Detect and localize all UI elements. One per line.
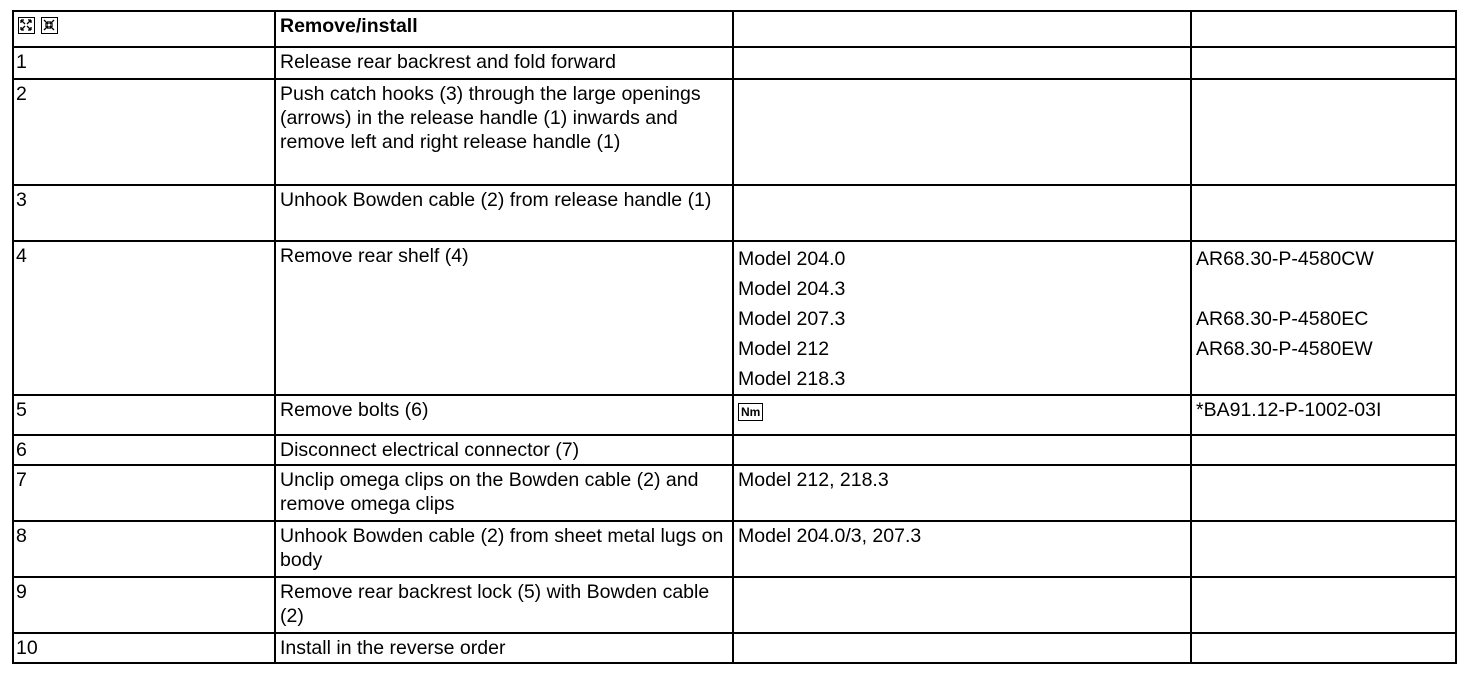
ref-link[interactable]: [1196, 274, 1451, 304]
step-text: Release rear backrest and fold forward: [275, 47, 733, 79]
table-row: [13, 241, 1456, 395]
procedure-table: [12, 10, 1457, 664]
step-number: 2: [13, 79, 275, 185]
header-row: [13, 11, 1456, 47]
expand-icon[interactable]: [18, 17, 35, 34]
step-number: 7: [13, 465, 275, 521]
step-number: 3: [13, 185, 275, 241]
model-item: Model 204.3: [738, 278, 846, 300]
step-ref: [1191, 185, 1456, 241]
torque-icon[interactable]: Nm: [738, 403, 763, 421]
step-text: Remove bolts (6): [275, 395, 733, 435]
step-model: [733, 47, 1191, 79]
collapse-icon[interactable]: [41, 17, 58, 34]
table-row: [13, 185, 1456, 241]
model-item: Model 218.3: [738, 368, 846, 390]
step-number: 10: [13, 633, 275, 663]
table-row: [13, 577, 1456, 633]
ref-link[interactable]: AR68.30-P-4580CW: [1196, 248, 1374, 270]
step-model: [733, 577, 1191, 633]
header-col3: [733, 11, 1191, 47]
ref-link[interactable]: AR68.30-P-4580EC: [1196, 308, 1369, 330]
step-number: 5: [13, 395, 275, 435]
step-text: Unclip omega clips on the Bowden cable (2) and remove omega clips: [275, 465, 733, 521]
model-item: Model 207.3: [738, 308, 846, 330]
step-text: Unhook Bowden cable (2) from sheet metal lugs on body: [275, 521, 733, 577]
step-model: [733, 395, 1191, 435]
table-row: [13, 395, 1456, 435]
table-row: [13, 435, 1456, 465]
table-row: [13, 79, 1456, 185]
step-text: Push catch hooks (3) through the large openings (arrows) in the release handle (1) inwards and remove left and right release handle (1): [275, 79, 733, 185]
step-ref: [1191, 47, 1456, 79]
table-row: [13, 465, 1456, 521]
ref-link[interactable]: [1196, 364, 1451, 394]
step-ref: [1191, 633, 1456, 663]
step-text: Remove rear shelf (4): [275, 241, 733, 395]
table-row: [13, 521, 1456, 577]
step-models: [733, 241, 1191, 395]
model-item: Model 212: [738, 338, 830, 360]
model-item: Model 204.0: [738, 248, 846, 270]
step-number: 9: [13, 577, 275, 633]
step-model: [733, 79, 1191, 185]
ref-link[interactable]: AR68.30-P-4580EW: [1196, 338, 1373, 360]
table-row: [13, 47, 1456, 79]
step-model: [733, 633, 1191, 663]
step-number: 4: [13, 241, 275, 395]
step-refs: [1191, 241, 1456, 395]
step-ref: [1191, 435, 1456, 465]
step-ref: [1191, 521, 1456, 577]
step-number: 6: [13, 435, 275, 465]
step-text: Install in the reverse order: [275, 633, 733, 663]
header-icons-cell: [13, 11, 275, 47]
step-number: 8: [13, 521, 275, 577]
step-ref: [1191, 79, 1456, 185]
step-model: [733, 435, 1191, 465]
step-number: 1: [13, 47, 275, 79]
step-ref: [1191, 577, 1456, 633]
step-model: Model 204.0/3, 207.3: [733, 521, 1191, 577]
step-ref[interactable]: *BA91.12-P-1002-03I: [1191, 395, 1456, 435]
step-text: Remove rear backrest lock (5) with Bowden cable (2): [275, 577, 733, 633]
header-col4: [1191, 11, 1456, 47]
step-ref: [1191, 465, 1456, 521]
step-model: [733, 185, 1191, 241]
step-text: Unhook Bowden cable (2) from release handle (1): [275, 185, 733, 241]
step-text: Disconnect electrical connector (7): [275, 435, 733, 465]
step-model: Model 212, 218.3: [733, 465, 1191, 521]
header-title: Remove/install: [275, 11, 733, 47]
table-row: [13, 633, 1456, 663]
